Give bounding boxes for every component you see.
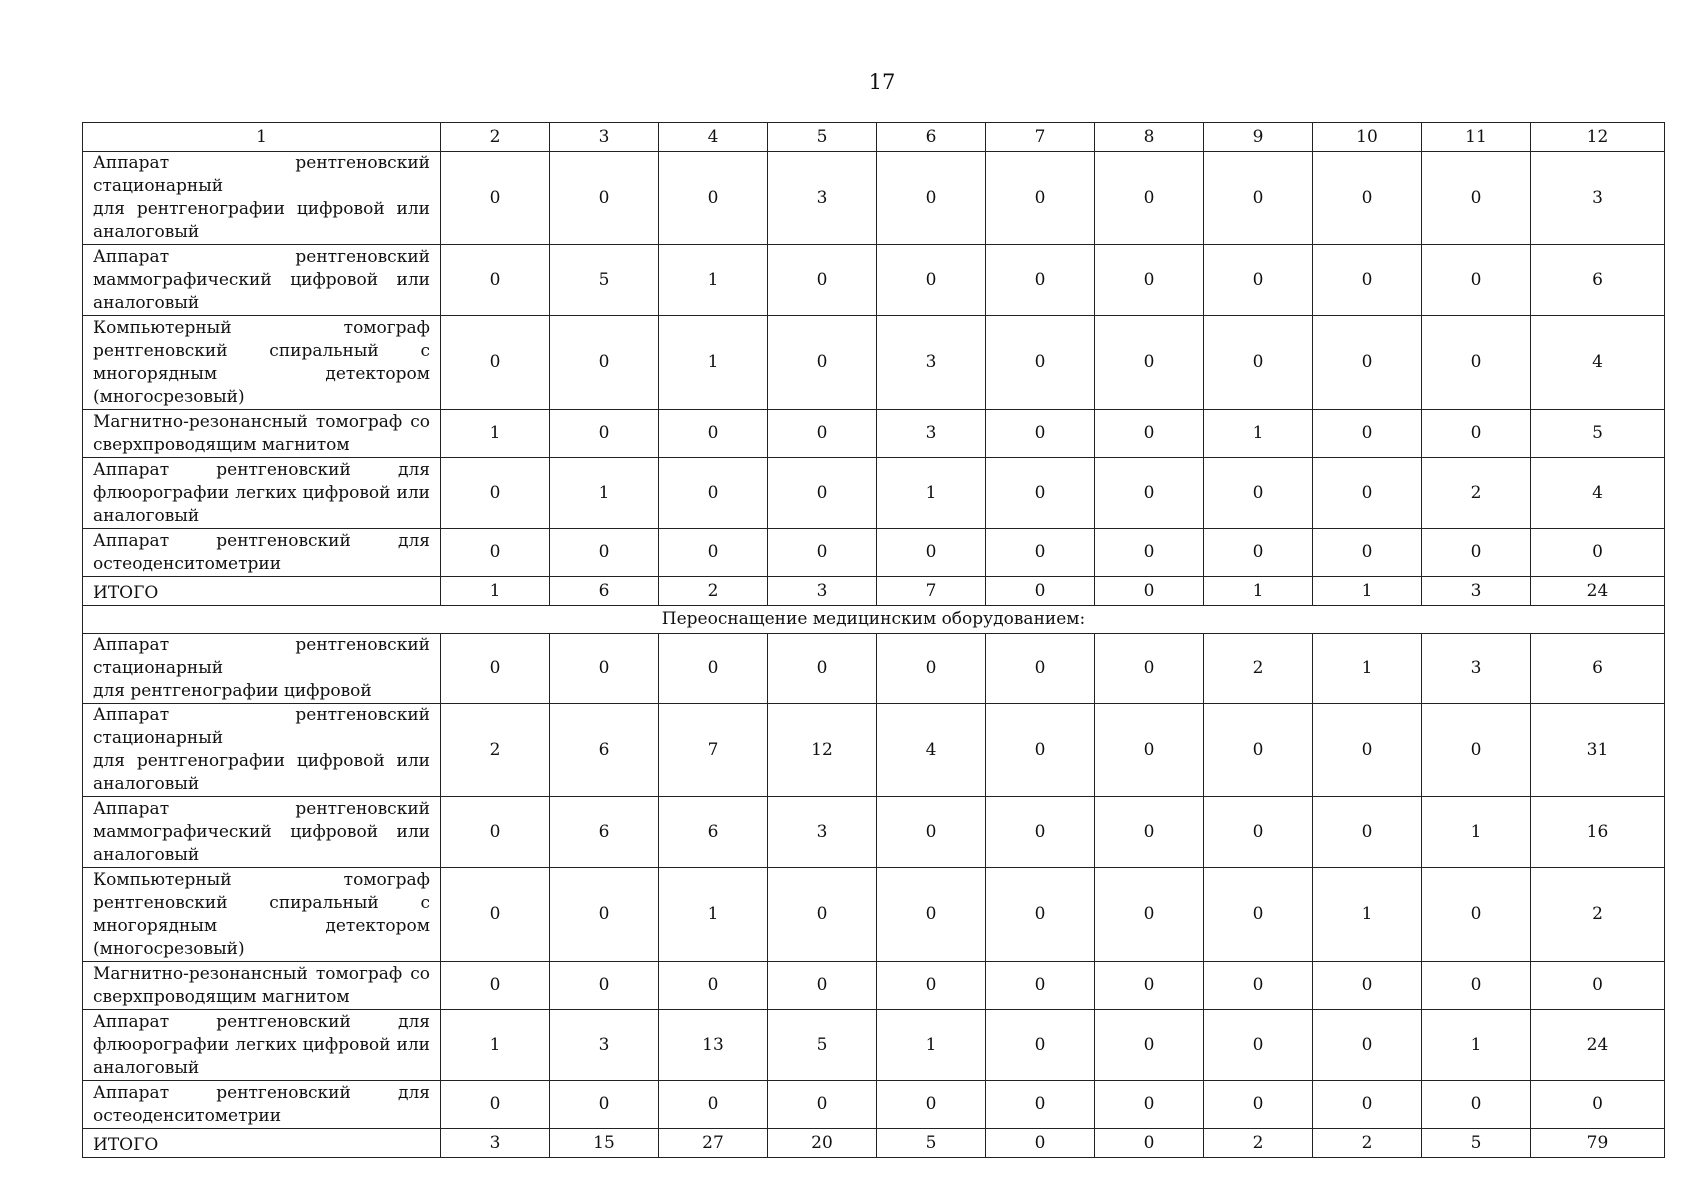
column-number-cell: 11 <box>1422 123 1531 152</box>
value-cell: 2 <box>441 704 550 797</box>
value-cell: 0 <box>1422 529 1531 577</box>
value-cell: 1 <box>1204 410 1313 458</box>
value-cell: 0 <box>877 962 986 1010</box>
value-cell: 0 <box>877 1081 986 1129</box>
equipment-name-line: аналоговый <box>93 505 200 526</box>
equipment-table <box>82 122 1665 1158</box>
value-cell: 0 <box>1095 152 1204 245</box>
equipment-name-line: Магнитно-резонансный томограф со <box>93 411 430 432</box>
value-cell: 0 <box>441 529 550 577</box>
value-cell: 0 <box>986 634 1095 704</box>
value-cell: 1 <box>659 868 768 962</box>
value-cell: 0 <box>550 962 659 1010</box>
value-cell: 0 <box>550 1081 659 1129</box>
equipment-name-line: маммографический цифровой или <box>93 269 430 290</box>
total-value-cell: 0 <box>986 577 1095 606</box>
value-cell: 0 <box>441 152 550 245</box>
value-cell: 2 <box>1531 868 1665 962</box>
table-row <box>83 704 1665 797</box>
value-cell: 1 <box>1313 634 1422 704</box>
table-row <box>83 797 1665 868</box>
value-cell: 0 <box>1313 704 1422 797</box>
equipment-name-line: (многосрезовый) <box>93 386 245 407</box>
equipment-name-cell <box>83 1010 441 1081</box>
equipment-name-line: Аппарат рентгеновский <box>93 798 430 819</box>
value-cell: 0 <box>1204 316 1313 410</box>
column-number-cell: 9 <box>1204 123 1313 152</box>
table-row <box>83 1010 1665 1081</box>
table-row <box>83 152 1665 245</box>
equipment-name-line: аналоговый <box>93 844 200 865</box>
value-cell: 0 <box>768 868 877 962</box>
value-cell: 24 <box>1531 1010 1665 1081</box>
value-cell: 0 <box>877 634 986 704</box>
equipment-name-line: рентгеновский спиральный с <box>93 892 430 913</box>
equipment-name-cell <box>83 1081 441 1129</box>
table-row <box>83 458 1665 529</box>
column-number-cell: 2 <box>441 123 550 152</box>
equipment-name-line: Аппарат рентгеновский для <box>93 530 430 551</box>
value-cell: 0 <box>1313 1010 1422 1081</box>
equipment-name-cell <box>83 410 441 458</box>
value-cell: 0 <box>441 868 550 962</box>
table-row <box>83 634 1665 704</box>
equipment-name-line: аналоговый <box>93 1057 200 1078</box>
equipment-name-cell <box>83 152 441 245</box>
value-cell: 0 <box>1313 962 1422 1010</box>
total-value-cell: 20 <box>768 1129 877 1158</box>
equipment-name-line: Компьютерный томограф <box>93 317 430 338</box>
equipment-name-line: многорядным детектором <box>93 363 430 384</box>
value-cell: 5 <box>768 1010 877 1081</box>
table-row <box>83 868 1665 962</box>
value-cell: 0 <box>1095 962 1204 1010</box>
value-cell: 0 <box>441 1081 550 1129</box>
value-cell: 5 <box>550 245 659 316</box>
table-body <box>83 123 1665 1158</box>
equipment-name-cell <box>83 704 441 797</box>
column-number-cell: 12 <box>1531 123 1665 152</box>
table-row <box>83 316 1665 410</box>
equipment-name-line: маммографический цифровой или <box>93 821 430 842</box>
value-cell: 6 <box>550 797 659 868</box>
value-cell: 1 <box>1422 797 1531 868</box>
value-cell: 0 <box>1204 704 1313 797</box>
value-cell: 16 <box>1531 797 1665 868</box>
column-number-cell: 3 <box>550 123 659 152</box>
value-cell: 2 <box>1422 458 1531 529</box>
value-cell: 0 <box>986 704 1095 797</box>
value-cell: 31 <box>1531 704 1665 797</box>
column-number-cell: 8 <box>1095 123 1204 152</box>
total-value-cell: 5 <box>1422 1129 1531 1158</box>
value-cell: 6 <box>659 797 768 868</box>
value-cell: 0 <box>1204 1081 1313 1129</box>
equipment-name-line: (многосрезовый) <box>93 938 245 959</box>
value-cell: 0 <box>1095 316 1204 410</box>
value-cell: 0 <box>986 458 1095 529</box>
column-number-cell: 1 <box>83 123 441 152</box>
value-cell: 0 <box>768 1081 877 1129</box>
value-cell: 0 <box>659 152 768 245</box>
value-cell: 0 <box>1204 868 1313 962</box>
value-cell: 1 <box>1313 868 1422 962</box>
value-cell: 0 <box>768 245 877 316</box>
equipment-name-line: многорядным детектором <box>93 915 430 936</box>
value-cell: 0 <box>877 868 986 962</box>
value-cell: 7 <box>659 704 768 797</box>
value-cell: 0 <box>877 797 986 868</box>
value-cell: 0 <box>768 458 877 529</box>
value-cell: 0 <box>1204 797 1313 868</box>
value-cell: 1 <box>550 458 659 529</box>
total-value-cell: 6 <box>550 577 659 606</box>
total-value-cell: 0 <box>1095 1129 1204 1158</box>
value-cell: 0 <box>1095 797 1204 868</box>
value-cell: 0 <box>986 797 1095 868</box>
total-value-cell: 7 <box>877 577 986 606</box>
value-cell: 0 <box>1204 152 1313 245</box>
value-cell: 3 <box>877 316 986 410</box>
equipment-name-line: Магнитно-резонансный томограф со <box>93 963 430 984</box>
total-value-cell: 1 <box>1313 577 1422 606</box>
equipment-name-cell <box>83 797 441 868</box>
column-number-cell: 7 <box>986 123 1095 152</box>
total-value-cell: 2 <box>1313 1129 1422 1158</box>
value-cell: 0 <box>1204 1010 1313 1081</box>
total-value-cell: 15 <box>550 1129 659 1158</box>
total-value-cell: 3 <box>441 1129 550 1158</box>
equipment-name-line: остеоденситометрии <box>93 553 282 574</box>
total-value-cell: 24 <box>1531 577 1665 606</box>
value-cell: 0 <box>986 1081 1095 1129</box>
value-cell: 0 <box>1313 458 1422 529</box>
value-cell: 6 <box>1531 634 1665 704</box>
value-cell: 0 <box>1204 529 1313 577</box>
total-value-cell: 1 <box>1204 577 1313 606</box>
value-cell: 0 <box>659 529 768 577</box>
equipment-name-line: Аппарат рентгеновский <box>93 246 430 267</box>
equipment-name-line: Аппарат рентгеновский для <box>93 1082 430 1103</box>
value-cell: 0 <box>1095 1010 1204 1081</box>
value-cell: 0 <box>986 316 1095 410</box>
value-cell: 0 <box>1204 245 1313 316</box>
value-cell: 0 <box>1422 962 1531 1010</box>
equipment-name-line: флюорографии легких цифровой или <box>93 1034 430 1055</box>
equipment-name-cell <box>83 529 441 577</box>
value-cell: 1 <box>877 1010 986 1081</box>
value-cell: 0 <box>986 868 1095 962</box>
value-cell: 13 <box>659 1010 768 1081</box>
value-cell: 4 <box>1531 316 1665 410</box>
value-cell: 4 <box>877 704 986 797</box>
total-row <box>83 1129 1665 1158</box>
total-value-cell: 79 <box>1531 1129 1665 1158</box>
value-cell: 0 <box>659 962 768 1010</box>
value-cell: 3 <box>1422 634 1531 704</box>
value-cell: 0 <box>550 868 659 962</box>
value-cell: 0 <box>1531 529 1665 577</box>
value-cell: 0 <box>441 962 550 1010</box>
column-number-row <box>83 123 1665 152</box>
equipment-name-line: Аппарат рентгеновский стационарный <box>93 153 430 196</box>
value-cell: 0 <box>877 529 986 577</box>
equipment-name-line: Компьютерный томограф <box>93 869 430 890</box>
equipment-name-line: Аппарат рентгеновский стационарный <box>93 705 430 748</box>
value-cell: 0 <box>1095 529 1204 577</box>
equipment-name-line: для рентгенографии цифровой или <box>93 199 430 219</box>
equipment-name-cell <box>83 962 441 1010</box>
equipment-name-line: Аппарат рентгеновский стационарный <box>93 635 430 678</box>
section-title: Переоснащение медицинским оборудованием: <box>83 606 1665 634</box>
column-number-cell: 4 <box>659 123 768 152</box>
value-cell: 0 <box>659 458 768 529</box>
value-cell: 4 <box>1531 458 1665 529</box>
equipment-name-line: сверхпроводящим магнитом <box>93 434 350 455</box>
value-cell: 0 <box>1204 458 1313 529</box>
value-cell: 1 <box>1422 1010 1531 1081</box>
value-cell: 3 <box>877 410 986 458</box>
table-row <box>83 245 1665 316</box>
value-cell: 0 <box>550 634 659 704</box>
equipment-name-cell <box>83 245 441 316</box>
value-cell: 1 <box>441 410 550 458</box>
value-cell: 0 <box>986 529 1095 577</box>
value-cell: 0 <box>986 962 1095 1010</box>
value-cell: 0 <box>986 410 1095 458</box>
equipment-name-line: рентгеновский спиральный с <box>93 340 430 361</box>
table-row <box>83 1081 1665 1129</box>
value-cell: 0 <box>986 245 1095 316</box>
equipment-name-line: для рентгенографии цифровой <box>93 681 372 701</box>
value-cell: 0 <box>877 152 986 245</box>
value-cell: 0 <box>441 316 550 410</box>
value-cell: 12 <box>768 704 877 797</box>
value-cell: 0 <box>986 1010 1095 1081</box>
total-label: ИТОГО <box>83 1129 441 1158</box>
value-cell: 0 <box>659 634 768 704</box>
total-value-cell: 2 <box>659 577 768 606</box>
value-cell: 0 <box>1313 245 1422 316</box>
value-cell: 5 <box>1531 410 1665 458</box>
total-label: ИТОГО <box>83 577 441 606</box>
equipment-name-line: сверхпроводящим магнитом <box>93 986 350 1007</box>
value-cell: 0 <box>1422 868 1531 962</box>
value-cell: 0 <box>550 529 659 577</box>
value-cell: 0 <box>659 410 768 458</box>
value-cell: 0 <box>1422 704 1531 797</box>
value-cell: 0 <box>1313 797 1422 868</box>
value-cell: 6 <box>550 704 659 797</box>
equipment-name-line: аналоговый <box>93 292 200 313</box>
value-cell: 0 <box>1095 1081 1204 1129</box>
total-value-cell: 0 <box>1095 577 1204 606</box>
value-cell: 3 <box>768 797 877 868</box>
value-cell: 0 <box>1422 1081 1531 1129</box>
equipment-name-line: флюорографии легких цифровой или <box>93 482 430 503</box>
value-cell: 3 <box>768 152 877 245</box>
value-cell: 0 <box>1313 1081 1422 1129</box>
value-cell: 0 <box>1313 529 1422 577</box>
value-cell: 0 <box>550 152 659 245</box>
section-title-row <box>83 606 1665 634</box>
value-cell: 0 <box>768 962 877 1010</box>
value-cell: 0 <box>1095 704 1204 797</box>
value-cell: 0 <box>441 797 550 868</box>
value-cell: 0 <box>441 245 550 316</box>
value-cell: 0 <box>550 410 659 458</box>
value-cell: 0 <box>768 410 877 458</box>
value-cell: 0 <box>1422 410 1531 458</box>
table-row <box>83 962 1665 1010</box>
total-value-cell: 5 <box>877 1129 986 1158</box>
table-row <box>83 410 1665 458</box>
total-value-cell: 2 <box>1204 1129 1313 1158</box>
total-value-cell: 1 <box>441 577 550 606</box>
total-value-cell: 3 <box>768 577 877 606</box>
value-cell: 0 <box>1095 245 1204 316</box>
equipment-name-cell <box>83 458 441 529</box>
value-cell: 0 <box>1095 410 1204 458</box>
equipment-name-line: аналоговый <box>93 774 200 794</box>
value-cell: 0 <box>768 634 877 704</box>
column-number-cell: 5 <box>768 123 877 152</box>
equipment-name-line: Аппарат рентгеновский для <box>93 1011 430 1032</box>
value-cell: 2 <box>1204 634 1313 704</box>
value-cell: 1 <box>659 316 768 410</box>
total-value-cell: 0 <box>986 1129 1095 1158</box>
total-value-cell: 27 <box>659 1129 768 1158</box>
value-cell: 0 <box>441 634 550 704</box>
equipment-name-cell <box>83 868 441 962</box>
value-cell: 1 <box>441 1010 550 1081</box>
equipment-name-line: аналоговый <box>93 222 200 242</box>
value-cell: 0 <box>768 529 877 577</box>
value-cell: 0 <box>550 316 659 410</box>
equipment-name-cell <box>83 316 441 410</box>
value-cell: 0 <box>1095 458 1204 529</box>
value-cell: 0 <box>1422 245 1531 316</box>
value-cell: 0 <box>877 245 986 316</box>
value-cell: 0 <box>1313 410 1422 458</box>
column-number-cell: 10 <box>1313 123 1422 152</box>
total-value-cell: 3 <box>1422 577 1531 606</box>
column-number-cell: 6 <box>877 123 986 152</box>
value-cell: 0 <box>1422 316 1531 410</box>
value-cell: 0 <box>1531 1081 1665 1129</box>
table-row <box>83 529 1665 577</box>
value-cell: 0 <box>1313 316 1422 410</box>
equipment-name-line: остеоденситометрии <box>93 1105 282 1126</box>
value-cell: 0 <box>1422 152 1531 245</box>
value-cell: 1 <box>877 458 986 529</box>
value-cell: 0 <box>1204 962 1313 1010</box>
value-cell: 0 <box>441 458 550 529</box>
value-cell: 1 <box>659 245 768 316</box>
equipment-name-line: для рентгенографии цифровой или <box>93 751 430 771</box>
page-number: 17 <box>868 70 896 94</box>
value-cell: 6 <box>1531 245 1665 316</box>
value-cell: 0 <box>768 316 877 410</box>
equipment-name-line: Аппарат рентгеновский для <box>93 459 430 480</box>
equipment-name-cell <box>83 634 441 704</box>
value-cell: 0 <box>1095 634 1204 704</box>
value-cell: 0 <box>986 152 1095 245</box>
value-cell: 0 <box>1313 152 1422 245</box>
value-cell: 0 <box>659 1081 768 1129</box>
total-row <box>83 577 1665 606</box>
value-cell: 3 <box>550 1010 659 1081</box>
value-cell: 0 <box>1095 868 1204 962</box>
value-cell: 0 <box>1531 962 1665 1010</box>
value-cell: 3 <box>1531 152 1665 245</box>
